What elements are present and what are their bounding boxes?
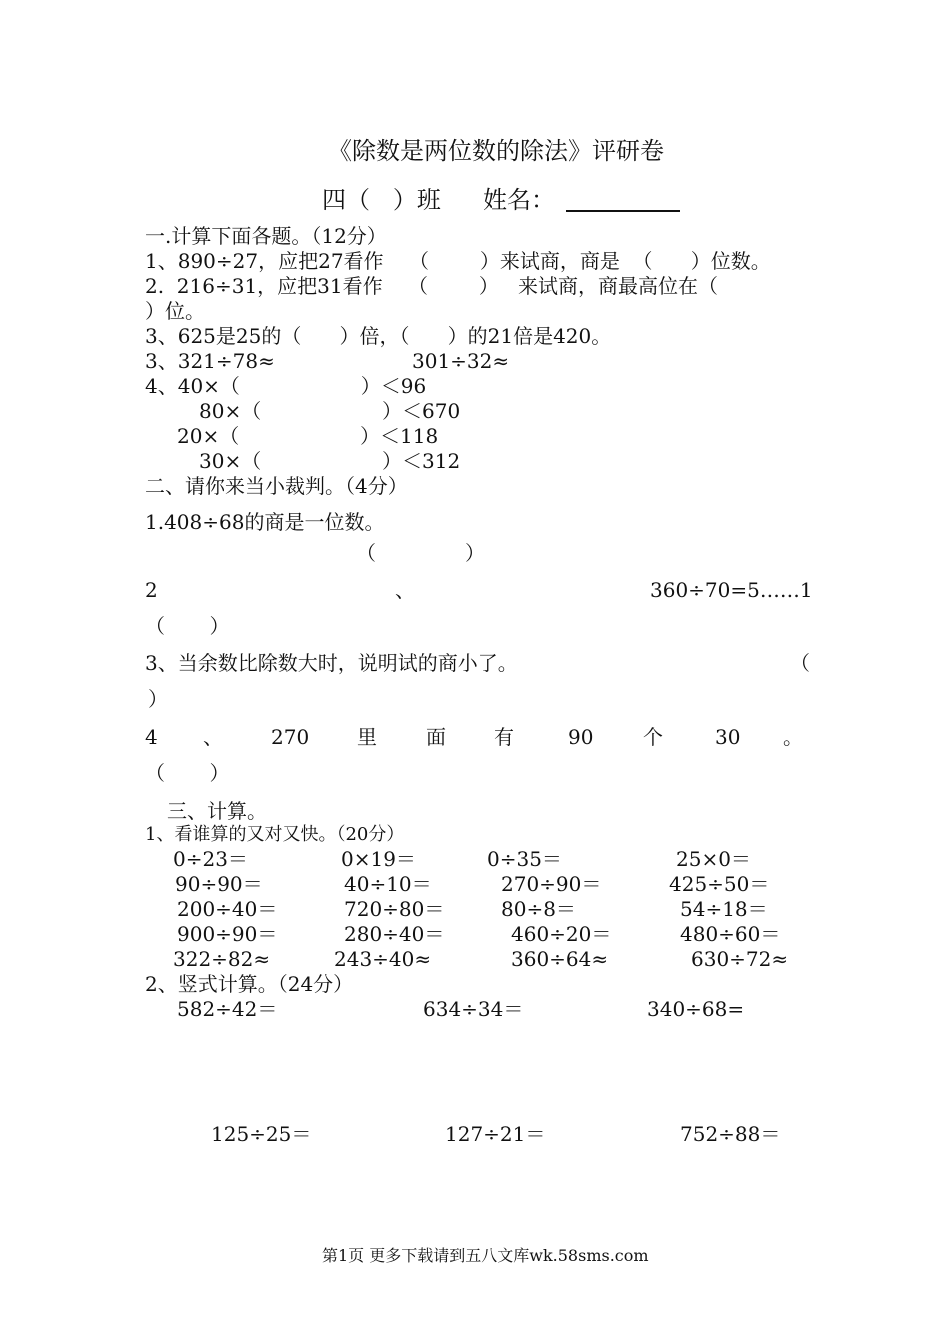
calc-item: 630÷72≈ [691, 947, 789, 971]
section3-heading: 三、计算。 [167, 799, 267, 823]
calc-item: 80÷8＝ [501, 897, 576, 921]
question-1-3b-left: 3、321÷78≈ [145, 349, 275, 373]
calc-item: 90÷90＝ [175, 872, 263, 896]
calc-item: 425÷50＝ [669, 872, 770, 896]
calc-item: 40÷10＝ [344, 872, 432, 896]
judge-2-number: 2 [145, 578, 158, 602]
page-title: 《除数是两位数的除法》评研卷 [328, 137, 664, 165]
calc-item: 54÷18＝ [680, 897, 768, 921]
question-1-4-b: 80×（ ）＜670 [199, 399, 461, 423]
judge-4-word: 个 [643, 725, 663, 749]
calc-item: 270÷90＝ [501, 872, 602, 896]
question-1-2-continued: ）位。 [145, 299, 205, 323]
judge-4-word: 里 [357, 725, 377, 749]
question-1-4-a: 4、40×（ ）＜96 [145, 374, 427, 398]
calc-item: 322÷82≈ [173, 947, 271, 971]
vertical-calc-item: 752÷88＝ [680, 1122, 781, 1146]
question-1-4-c: 20×（ ）＜118 [177, 424, 439, 448]
calc-item: 243÷40≈ [334, 947, 432, 971]
question-1-1: 1、890÷27，应把27看作 （ ）来试商，商是 （ ）位数。 [145, 249, 771, 273]
class-label: 四（ ）班 [322, 186, 441, 214]
section3-sub2: 2、竖式计算。（24分） [145, 972, 354, 996]
section1-heading: 一.计算下面各题。（12分） [145, 224, 387, 248]
vertical-calc-item: 125÷25＝ [211, 1122, 312, 1146]
calc-item: 720÷80＝ [344, 897, 445, 921]
judge-4-word: 有 [494, 725, 514, 749]
judge-3-answer-open[interactable]: （ [790, 651, 810, 675]
name-label: 姓名： [483, 186, 555, 214]
judge-2-expression: 360÷70=5……1 [650, 578, 813, 602]
page-footer: 第1页 更多下载请到五八文库wk.58sms.com [322, 1246, 649, 1265]
name-blank-line[interactable] [566, 210, 680, 212]
judge-4-word: 。 [783, 725, 803, 749]
judge-3: 3、当余数比除数大时，说明试的商小了。 [145, 651, 518, 675]
calc-item: 460÷20＝ [511, 922, 612, 946]
vertical-calc-item: 127÷21＝ [445, 1122, 546, 1146]
judge-4-word: 、 [203, 725, 223, 749]
calc-item: 0÷35＝ [487, 847, 562, 871]
calc-item: 0÷23＝ [173, 847, 248, 871]
judge-2-separator: 、 [395, 578, 415, 602]
calc-item: 360÷64≈ [511, 947, 609, 971]
section3-sub1: 1、看谁算的又对又快。（20分） [145, 824, 405, 845]
judge-1: 1.408÷68的商是一位数。 [145, 510, 385, 534]
question-1-3: 3、625是25的（ ）倍，（ ）的21倍是420。 [145, 324, 612, 348]
calc-item: 25×0＝ [676, 847, 751, 871]
judge-3-answer-close: ） [148, 687, 168, 711]
judge-2-answer[interactable]: （ ） [145, 614, 230, 638]
judge-4-word: 90 [568, 725, 594, 749]
question-1-2: 2. 216÷31，应把31看作 （ ） 来试商，商最高位在（ [145, 274, 718, 298]
question-1-4-d: 30×（ ）＜312 [199, 449, 461, 473]
section2-heading: 二、请你来当小裁判。（4分） [145, 474, 408, 498]
judge-4-word: 面 [426, 725, 446, 749]
calc-item: 0×19＝ [341, 847, 416, 871]
calc-item: 900÷90＝ [177, 922, 278, 946]
judge-4-word: 4 [145, 725, 158, 749]
judge-4-answer[interactable]: （ ） [145, 761, 230, 785]
question-1-3b-right: 301÷32≈ [412, 349, 510, 373]
judge-4-word: 270 [271, 725, 310, 749]
calc-item: 480÷60＝ [680, 922, 781, 946]
judge-1-answer[interactable]: （ ） [356, 541, 486, 565]
vertical-calc-item: 582÷42＝ [177, 997, 278, 1021]
vertical-calc-item: 340÷68= [647, 997, 745, 1021]
calc-item: 200÷40＝ [177, 897, 278, 921]
judge-4-word: 30 [715, 725, 741, 749]
calc-item: 280÷40＝ [344, 922, 445, 946]
vertical-calc-item: 634÷34＝ [423, 997, 524, 1021]
